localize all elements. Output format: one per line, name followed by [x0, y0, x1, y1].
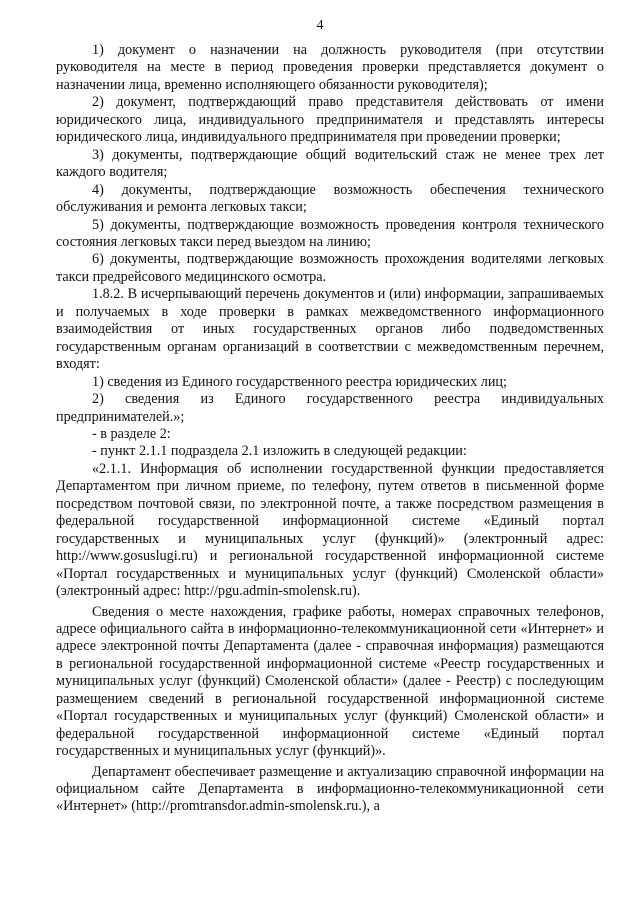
paragraph-item-1: 1) документ о назначении на должность руководителя (при отсутствии руководителя на месте в период проведения проверки представляется документ о назначении лица, временно исполняющего обязанности руководителя);	[56, 42, 604, 93]
paragraph-section-1-8-2: 1.8.2. В исчерпывающий перечень документов и (или) информации, запрашиваемых и получаемых в ходе проверки в рамках межведомственного информационного взаимодействия от иных государственных органов либо подведомственных государственным органам организаций в соответствии с межведомственным перечнем, входят:	[56, 286, 604, 373]
paragraph-item-3: 3) документы, подтверждающие общий водительский стаж не менее трех лет каждого водителя;	[56, 146, 604, 181]
paragraph-item-5: 5) документы, подтверждающие возможность проведения контроля технического состояния легковых такси перед выездом на линию;	[56, 216, 604, 250]
paragraph-department-duties: Департамент обеспечивает размещение и актуализацию справочной информации на официальном сайте Департамента в информационно-телекоммуникационной сети «Интернет» (http://promtransdor.admin-smolensk.ru.), а	[56, 763, 604, 815]
paragraph-item-2: 2) документ, подтверждающий право представителя действовать от имени юридического лица, индивидуального предпринимателя и представлять интересы юридического лица, индивидуального предпринимателя при проведении проверки;	[56, 94, 604, 146]
document-body	[56, 42, 604, 816]
paragraph-list-item-1: 1) сведения из Единого государственного реестра юридических лиц;	[92, 373, 507, 390]
paragraph-list-item-2: 2) сведения из Единого государственного реестра индивидуальных предпринимателей.»;	[56, 391, 604, 425]
paragraph-item-6: 6) документы, подтверждающие возможность прохождения водителями легковых такси предрейсового медицинского осмотра.	[56, 251, 604, 285]
paragraph-2-1-1-text: «2.1.1. Информация об исполнении государственной функции предоставляется Департаментом при личном приеме, по телефону, путем ответов в письменной форме посредством почтовой связи, по электронной почте, а также посредством размещения в федеральной государственной информационной системе «Единый портал государственных и муниципальных услуг (функций)» (электронный адрес: http://www.gosuslugi.ru) и региональной государственной информационной системе «Портал государственных и муниципальных услуг (функций) Смоленской области» (электронный адрес: http://pgu.admin-smolensk.ru).	[56, 460, 604, 600]
paragraph-point-2-1-1: - пункт 2.1.1 подраздела 2.1 изложить в следующей редакции:	[92, 443, 467, 460]
paragraph-item-4: 4) документы, подтверждающие возможность обеспечения технического обслуживания и ремонта легковых такси;	[56, 181, 604, 216]
paragraph-section-2: - в разделе 2:	[92, 425, 171, 442]
page-number: 4	[316, 18, 324, 33]
paragraph-reference-info: Сведения о месте нахождения, графике работы, номерах справочных телефонов, адресе официального сайта в информационно-телекоммуникационной сети «Интернет» и адресе электронной почты Департамента (далее - справочная информация) размещаются в региональной государственной информационной системе «Реестр государственных и муниципальных услуг (функций) Смоленской области» (далее - Реестр) с последующим размещением сведений в региональной государственной информационной системе «Портал государственных и муниципальных услуг (функций) Смоленской области» и федеральной государственной информационной системе «Единый портал государственных и муниципальных услуг (функций)».	[56, 603, 604, 760]
